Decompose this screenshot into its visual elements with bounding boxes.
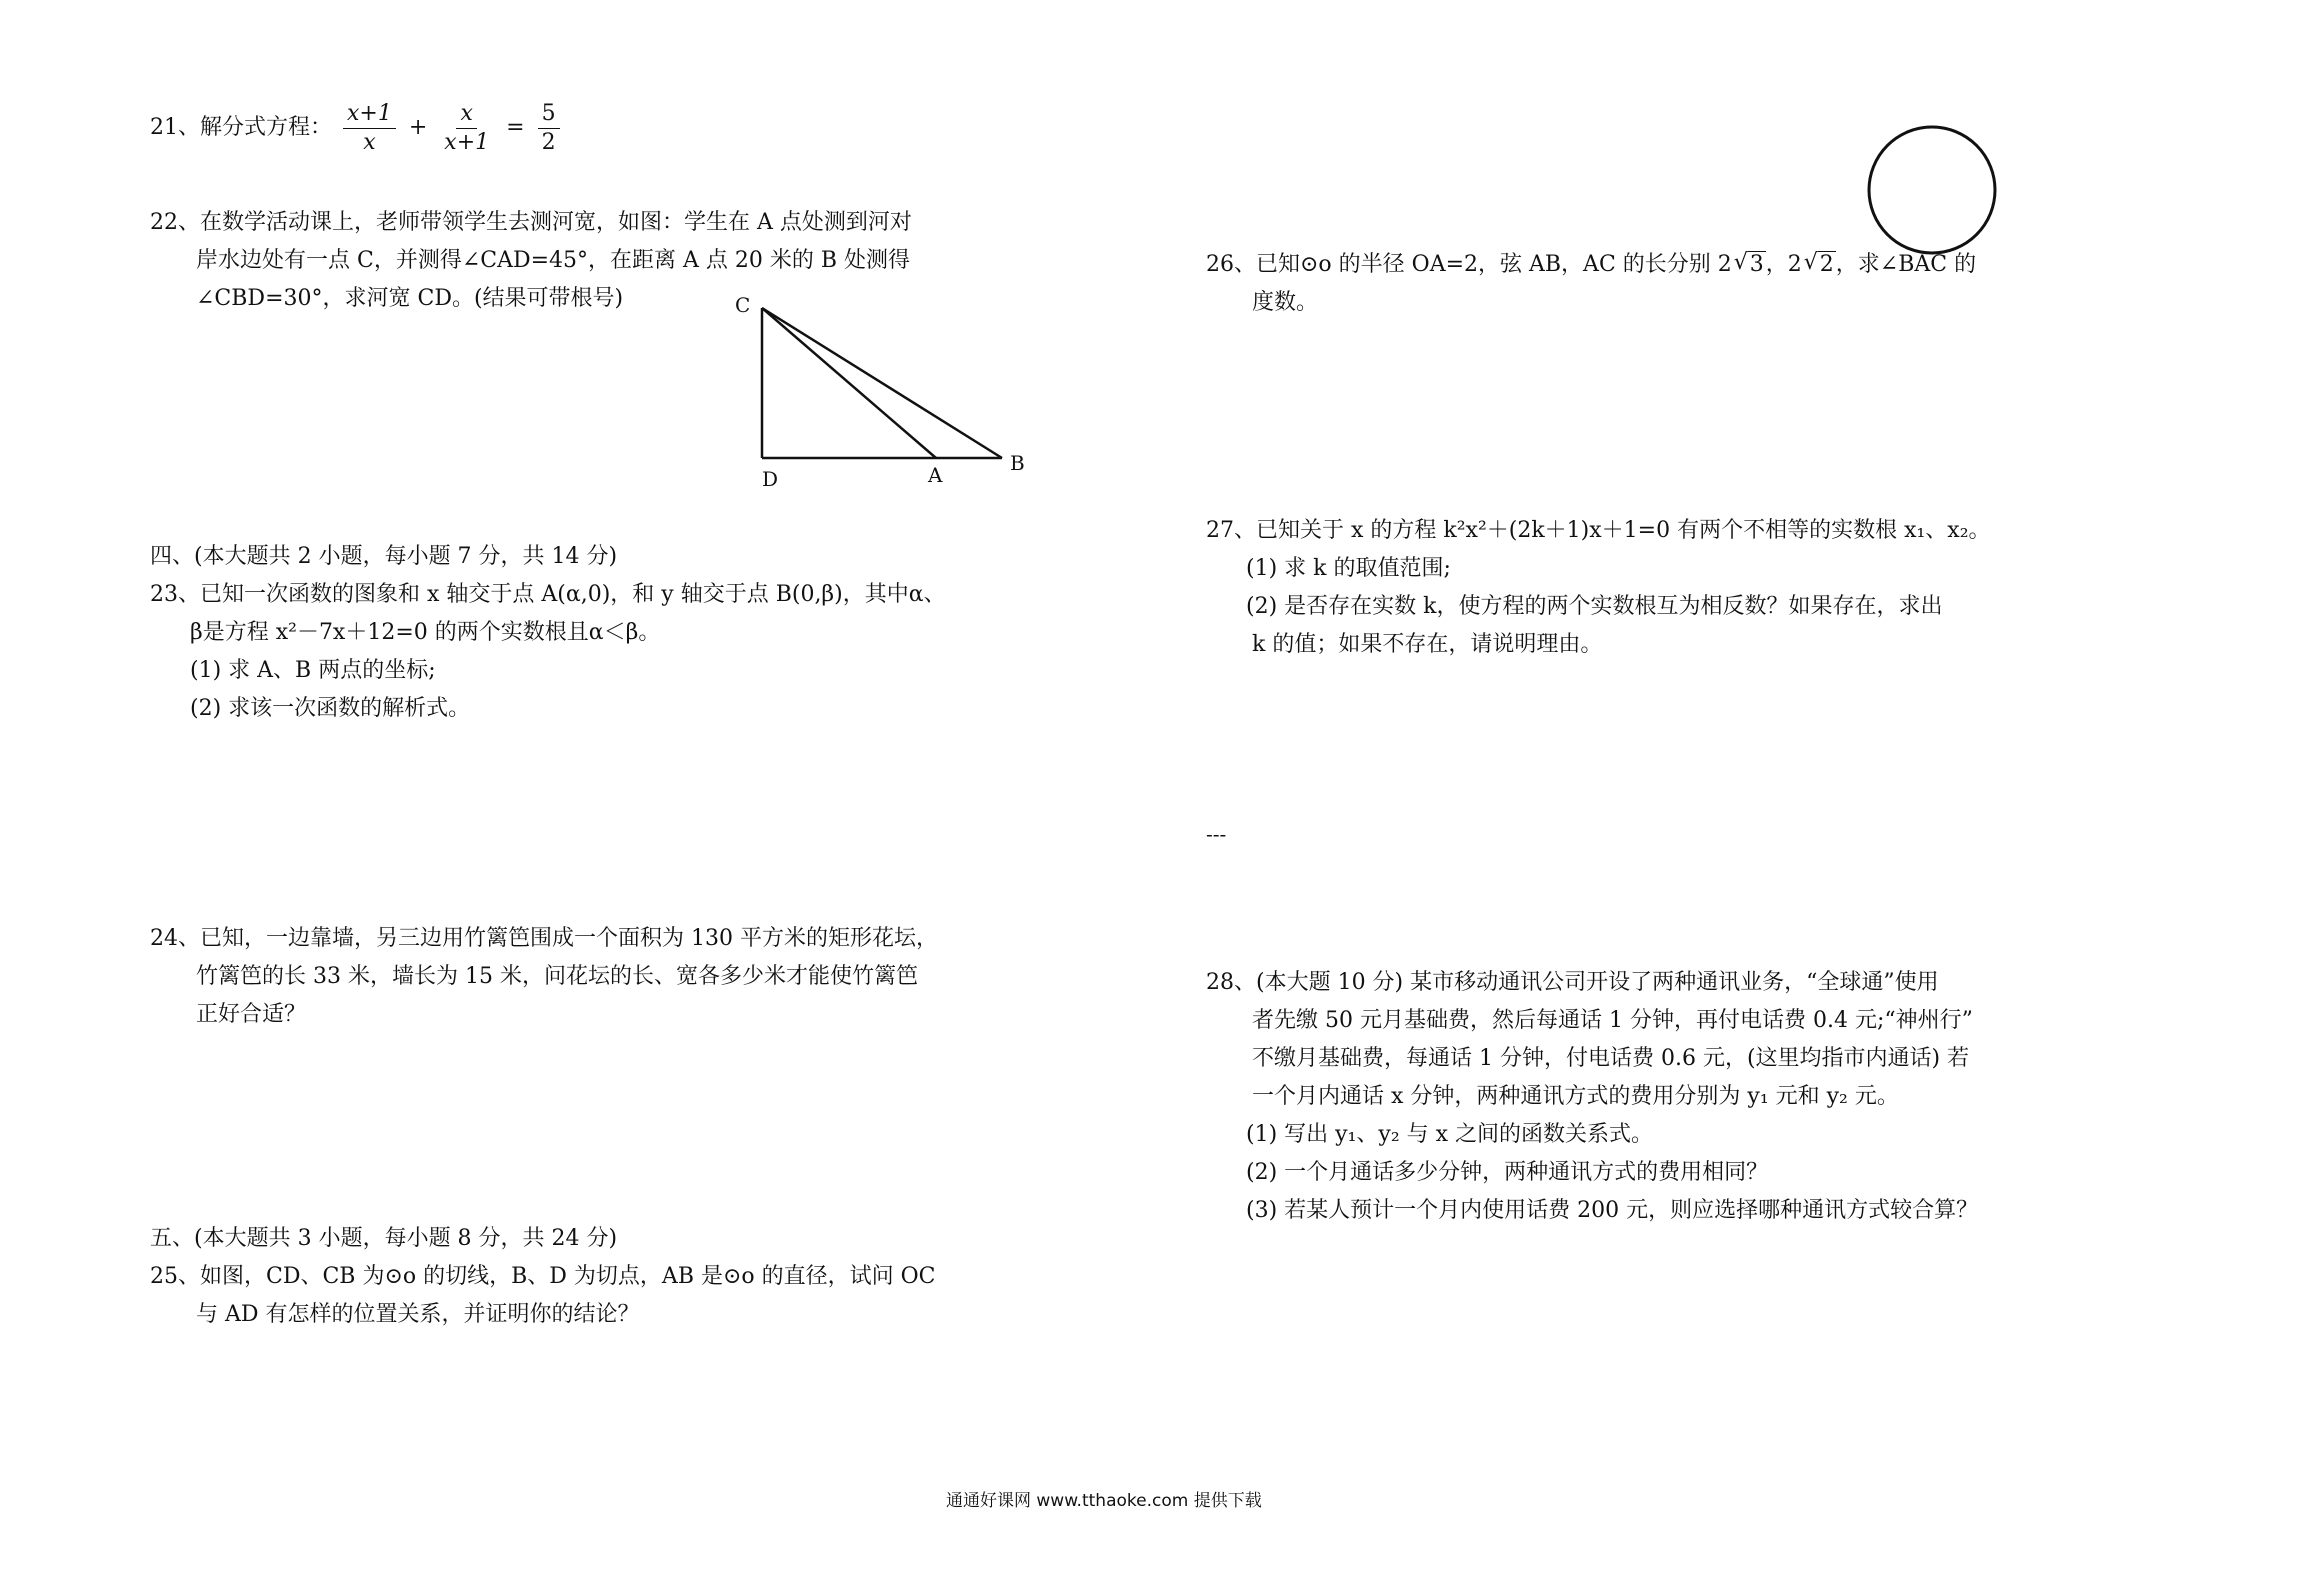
q24-line1: 24、已知，一边靠墙，另三边用竹篱笆围成一个面积为 130 平方米的矩形花坛，	[150, 926, 938, 951]
q25-line1: 25、如图，CD、CB 为⊙o 的切线，B、D 为切点，AB 是⊙o 的直径，试问 OC	[150, 1264, 936, 1289]
q21-fraction-2: $\frac{x}{x+1}$	[444, 100, 490, 155]
q21-equals: =	[506, 115, 525, 140]
q27	[1206, 512, 1991, 664]
q26-line1	[1206, 246, 1976, 284]
q28-line2: 者先缴 50 元月基础费，然后每通话 1 分钟，再付电话费 0.4 元;“神州行”	[1252, 1008, 1973, 1033]
q27-part1: (1) 求 k 的取值范围;	[1246, 556, 1451, 581]
q26-line2: 度数。	[1252, 290, 1319, 315]
q24	[150, 920, 938, 1034]
label-a: A	[928, 463, 943, 487]
q21	[150, 98, 564, 158]
q28-part2: (2) 一个月通话多少分钟，两种通讯方式的费用相同？	[1246, 1160, 1769, 1185]
segment-cb	[762, 308, 1002, 458]
q26-sqrt-2: √ 2	[1804, 246, 1836, 284]
q28-part1: (1) 写出 y₁、y₂ 与 x 之间的函数关系式。	[1246, 1122, 1654, 1147]
q28-line4: 一个月内通话 x 分钟，两种通讯方式的费用分别为 y₁ 元和 y₂ 元。	[1252, 1084, 1899, 1109]
q24-line2: 竹篱笆的长 33 米，墙长为 15 米，问花坛的长、宽各多少米才能使竹篱笆	[196, 964, 918, 989]
q22-line2: 岸水边处有一点 C，并测得∠CAD=45°，在距离 A 点 20 米的 B 处测得	[196, 248, 911, 273]
q28-line1: 28、(本大题 10 分) 某市移动通讯公司开设了两种通讯业务，“全球通”使用	[1206, 970, 1939, 995]
section-5-title: 五、(本大题共 3 小题，每小题 8 分，共 24 分)	[150, 1226, 618, 1251]
segment-ca	[762, 308, 936, 458]
q25	[150, 1258, 936, 1334]
q23-part2: (2) 求该一次函数的解析式。	[190, 696, 471, 721]
q22-line1: 22、在数学活动课上，老师带领学生去测河宽，如图：学生在 A 点处测到河对	[150, 210, 912, 235]
label-c: C	[735, 293, 751, 317]
q28	[1206, 964, 1978, 1230]
footer-credit: 通通好课网 www.tthaoke.com 提供下载	[946, 1491, 1262, 1511]
label-b: B	[1010, 451, 1025, 475]
q26-comma: ，2	[1765, 252, 1802, 277]
circle-o	[1869, 127, 1995, 253]
q22-triangle-figure	[720, 290, 1040, 500]
q22-line3: ∠CBD=30°，求河宽 CD。(结果可带根号)	[196, 286, 624, 311]
q28-line3: 不缴月基础费，每通话 1 分钟，付电话费 0.6 元，(这里均指市内通话) 若	[1252, 1046, 1970, 1071]
q21-prefix: 21、解分式方程：	[150, 115, 332, 140]
q24-line3: 正好合适？	[196, 1002, 307, 1027]
q27-part2b: k 的值；如果不存在，请说明理由。	[1252, 632, 1603, 657]
q21-fraction-3: $\frac{5}{2}$	[538, 100, 560, 157]
q23	[150, 576, 946, 728]
q26	[1206, 246, 1976, 322]
label-d: D	[762, 467, 779, 491]
q26-sqrt-3: √ 3	[1734, 246, 1766, 284]
section-4-title: 四、(本大题共 2 小题，每小题 7 分，共 14 分)	[150, 544, 618, 569]
q27-line1: 27、已知关于 x 的方程 k²x²＋(2k＋1)x＋1=0 有两个不相等的实数根 x₁、x₂。	[1206, 518, 1991, 543]
q21-fraction-1: $\frac{x+1}{x}$	[343, 100, 396, 157]
q26-text-b: ，求∠BAC 的	[1835, 252, 1977, 277]
q28-part3: (3) 若某人预计一个月内使用话费 200 元，则应选择哪种通讯方式较合算？	[1246, 1198, 1979, 1223]
q23-line2: β是方程 x²－7x＋12=0 的两个实数根且α＜β。	[190, 620, 661, 645]
q23-line1: 23、已知一次函数的图象和 x 轴交于点 A(α,0)，和 y 轴交于点 B(0,β)，其中α、	[150, 582, 946, 607]
q26-text-a: 26、已知⊙o 的半径 OA=2，弦 AB，AC 的长分别 2	[1206, 252, 1732, 277]
q23-part1: (1) 求 A、B 两点的坐标;	[190, 658, 436, 683]
q25-line2: 与 AD 有怎样的位置关系，并证明你的结论？	[196, 1302, 640, 1327]
q27-part2: (2) 是否存在实数 k，使方程的两个实数根互为相反数？如果存在，求出	[1246, 594, 1943, 619]
q26-circle-figure	[1864, 122, 2000, 258]
separator-dashes: ---	[1206, 822, 1227, 846]
q21-plus: +	[408, 115, 428, 140]
